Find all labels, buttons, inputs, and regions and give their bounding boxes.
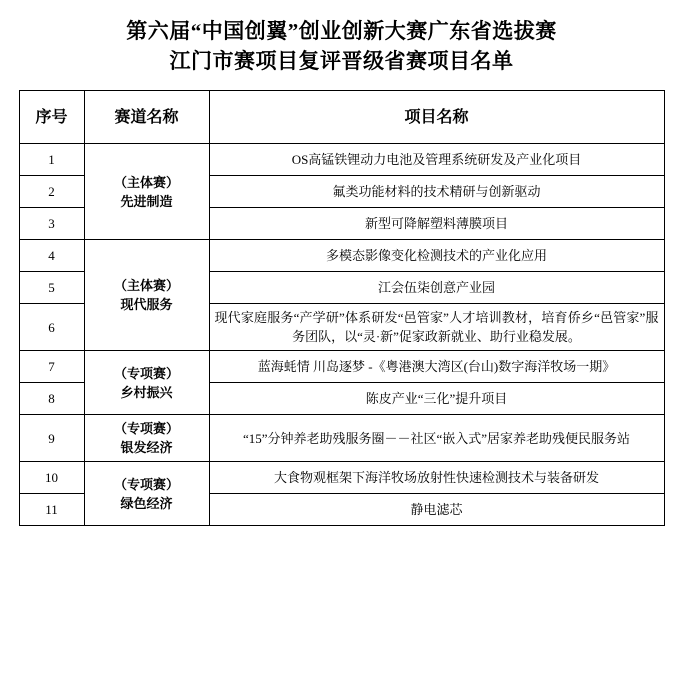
- track-cell: [84, 462, 209, 526]
- table-row: [19, 144, 664, 176]
- project-name: 静电滤芯: [209, 494, 664, 526]
- table-row: [19, 351, 664, 383]
- row-number: 5: [19, 272, 84, 304]
- project-name: 陈皮产业“三化”提升项目: [209, 383, 664, 415]
- project-name: 蓝海蚝情 川岛逐梦 -《粤港澳大湾区(台山)数字海洋牧场一期》: [209, 351, 664, 383]
- row-number: 7: [19, 351, 84, 383]
- row-number: 6: [19, 304, 84, 351]
- header-project: 项目名称: [209, 91, 664, 144]
- row-number: 1: [19, 144, 84, 176]
- track-line-2: 先进制造: [120, 193, 173, 209]
- track-line-1: （专项赛）: [113, 476, 179, 492]
- project-name: 大食物观框架下海洋牧场放射性快速检测技术与装备研发: [209, 462, 664, 494]
- project-name: “15”分钟养老助残服务圈－－社区“嵌入式”居家养老助残便民服务站: [209, 415, 664, 462]
- header-track: 赛道名称: [84, 91, 209, 144]
- project-name: OS高锰铁锂动力电池及管理系统研发及产业化项目: [209, 144, 664, 176]
- header-no: 序号: [19, 91, 84, 144]
- row-number: 11: [19, 494, 84, 526]
- track-line-1: （专项赛）: [113, 365, 179, 381]
- track-line-2: 现代服务: [120, 297, 173, 312]
- track-cell: [84, 240, 209, 351]
- table-row: [19, 415, 664, 462]
- table-row: [19, 462, 664, 494]
- project-list-table: [19, 90, 665, 526]
- project-name: 新型可降解塑料薄膜项目: [209, 208, 664, 240]
- project-name: 多模态影像变化检测技术的产业化应用: [209, 240, 664, 272]
- table-header-row: [19, 91, 664, 144]
- track-line-2: 乡村振兴: [120, 384, 173, 400]
- row-number: 8: [19, 383, 84, 415]
- project-name: 现代家庭服务“产学研”体系研发“邑管家”人才培训教材，培育侨乡“邑管家”服务团队，以“灵·新”促家政新就业、助行业稳发展。: [209, 304, 664, 351]
- table-row: [19, 240, 664, 272]
- row-number: 9: [19, 415, 84, 462]
- track-cell: [84, 144, 209, 240]
- row-number: 2: [19, 176, 84, 208]
- track-line-1: （主体赛）: [113, 278, 179, 293]
- document-title: [0, 0, 683, 86]
- title-line-1: 第六届“中国创翼”创业创新大赛广东省选拔赛: [126, 19, 557, 43]
- track-cell: [84, 415, 209, 462]
- track-line-2: 绿色经济: [120, 495, 173, 511]
- row-number: 10: [19, 462, 84, 494]
- project-name: 江会伍柒创意产业园: [209, 272, 664, 304]
- track-line-2: 银发经济: [120, 440, 173, 455]
- row-number: 3: [19, 208, 84, 240]
- track-line-1: （专项赛）: [113, 421, 179, 436]
- track-cell: [84, 351, 209, 415]
- title-line-2: 江门市赛项目复评晋级省赛项目名单: [169, 49, 514, 73]
- track-line-1: （主体赛）: [113, 174, 179, 190]
- row-number: 4: [19, 240, 84, 272]
- project-name: 氟类功能材料的技术精研与创新驱动: [209, 176, 664, 208]
